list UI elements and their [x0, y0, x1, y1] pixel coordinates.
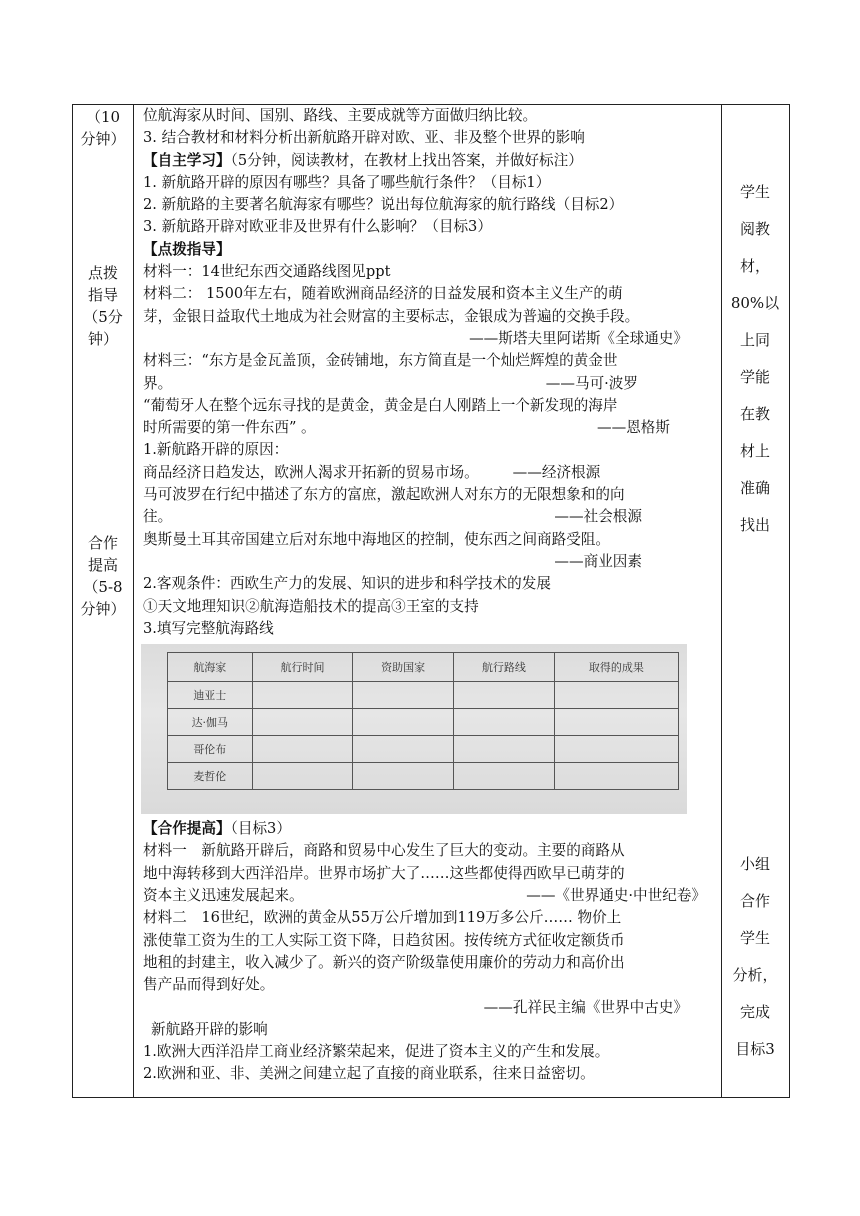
table-divider-1 [133, 104, 134, 1098]
condition-items: ①天文地理知识②航海造船技术的提高③王室的支持 [143, 597, 479, 615]
navigator-table-photo [141, 644, 687, 814]
text-line: 3. 结合教材和材料分析出新航路开辟对欧、亚、非及整个世界的影响 [143, 129, 585, 147]
table-header: 取得的成果 [554, 653, 678, 682]
lesson-content [143, 105, 718, 1086]
table-row: 哥伦布 [168, 736, 679, 763]
table-header: 资助国家 [353, 653, 454, 682]
stage-guide: 点拨 指导 （5分 钟） [83, 264, 123, 348]
reason-heading: 1.新航路开辟的原因： [143, 441, 289, 459]
text-line: 位航海家从时间、国别、路线、主要成就等方面做归纳比较。 [143, 107, 538, 124]
question-1: 1. 新航路开辟的原因有哪些？具备了哪些航行条件？（目标1） [143, 173, 551, 191]
objective-conditions: 2.客观条件：西欧生产力的发展、知识的进步和科学技术的发展 [143, 575, 551, 593]
coop-material-1: 地中海转移到大西洋沿岸。世界市场扩大了……这些都使得西欧早已萌芽的 [143, 864, 625, 882]
table-border-right [789, 104, 790, 1098]
material-3-cont: 界。 ——马可·波罗 [143, 374, 638, 392]
coop-material-1-cont: 资本主义迅速发展起来。 ——《世界通史·中世纪卷》 [143, 887, 706, 905]
table-row: 迪亚士 [168, 682, 679, 709]
material-2-source: ——斯塔夫里阿诺斯《全球通史》 [469, 329, 688, 347]
quote-engels: “葡萄牙人在整个远东寻找的是黄金，黄金是白人刚踏上一个新发现的海岸 [143, 396, 618, 414]
coop-heading: 【合作提高】（目标3） [143, 820, 291, 838]
table-row: 麦哲伦 [168, 763, 679, 790]
table-row: 达·伽马 [168, 709, 679, 736]
guide-heading: 【点拨指导】 [143, 240, 231, 258]
table-header: 航行路线 [454, 653, 555, 682]
coop-material-2-source: ——孔祥民主编《世界中古史》 [483, 998, 688, 1016]
student-activity-self-study: 学生 阅教 材， 80%以 上同 学能 在教 材上 准确 找出 [730, 183, 780, 534]
table-header: 航海家 [168, 653, 253, 682]
coop-material-2: 涨使靠工资为生的工人实际工资下降，日趋贫困。按传统方式征收定额货币 [143, 931, 625, 949]
coop-material-2: 地租的封建主，收入减少了。新兴的资产阶级靠使用廉价的劳动力和高价出 [143, 953, 625, 971]
reason-social-cont: 往。 ——社会根源 [143, 508, 642, 526]
reason-economic: 商品经济日趋发达，欧洲人渴求开拓新的贸易市场。 ——经济根源 [143, 463, 601, 481]
reason-social: 马可波罗在行纪中描述了东方的富庶，激起欧洲人对东方的无限想象和的向 [143, 486, 625, 504]
table-border-bottom [72, 1097, 790, 1098]
self-study-heading: 【自主学习】（5分钟，阅读教材，在教材上找出答案，并做好标注） [143, 151, 583, 169]
coop-material-2: 材料二 16世纪，欧洲的黄金从55万公斤增加到119万多公斤…… 物价上 [143, 909, 622, 927]
quote-engels-cont: 时所需要的第一件东西” 。 ——恩格斯 [143, 419, 670, 437]
coop-material-1: 材料一 新航路开辟后，商路和贸易中心发生了巨大的变动。主要的商路从 [143, 842, 625, 860]
question-2: 2. 新航路的主要著名航海家有哪些？说出每位航海家的航行路线（目标2） [143, 196, 624, 214]
coop-material-2: 售产品而得到好处。 [143, 976, 275, 994]
reason-commercial: 奥斯曼土耳其帝国建立后对东地中海地区的控制，使东西之间商路受阻。 [143, 530, 611, 548]
material-3: 材料三：“东方是金瓦盖顶，金砖铺地，东方简直是一个灿烂辉煌的黄金世 [143, 352, 618, 370]
impact-2: 2.欧洲和亚、非、美洲之间建立起了直接的商业联系，往来日益密切。 [143, 1065, 595, 1083]
impact-1: 1.欧洲大西洋沿岸工商业经济繁荣起来，促进了资本主义的产生和发展。 [143, 1043, 610, 1061]
material-2: 材料二： 1500年左右，随着欧洲商品经济的日益发展和资本主义生产的萌 [143, 285, 623, 303]
table-header: 航行时间 [252, 653, 353, 682]
reason-commercial-source: ——商业因素 [554, 552, 642, 570]
student-activity-group: 小组 合作 学生 分析， 完成 目标3 [732, 855, 778, 1058]
navigator-table [167, 652, 679, 790]
material-1: 材料一：14世纪东西交通路线图见ppt [143, 263, 391, 281]
question-3: 3. 新航路开辟对欧亚非及世界有什么影响？（目标3） [143, 218, 492, 236]
fill-route-heading: 3.填写完整航海路线 [143, 619, 274, 637]
stage-time-1: （10 分钟） [80, 108, 126, 148]
impact-heading: 新航路开辟的影响 [151, 1020, 268, 1038]
stage-coop: 合作 提高 （5-8 分钟） [80, 534, 126, 618]
material-2-cont: 芽，金银日益取代土地成为社会财富的主要标志，金银成为普遍的交换手段。 [143, 307, 640, 325]
